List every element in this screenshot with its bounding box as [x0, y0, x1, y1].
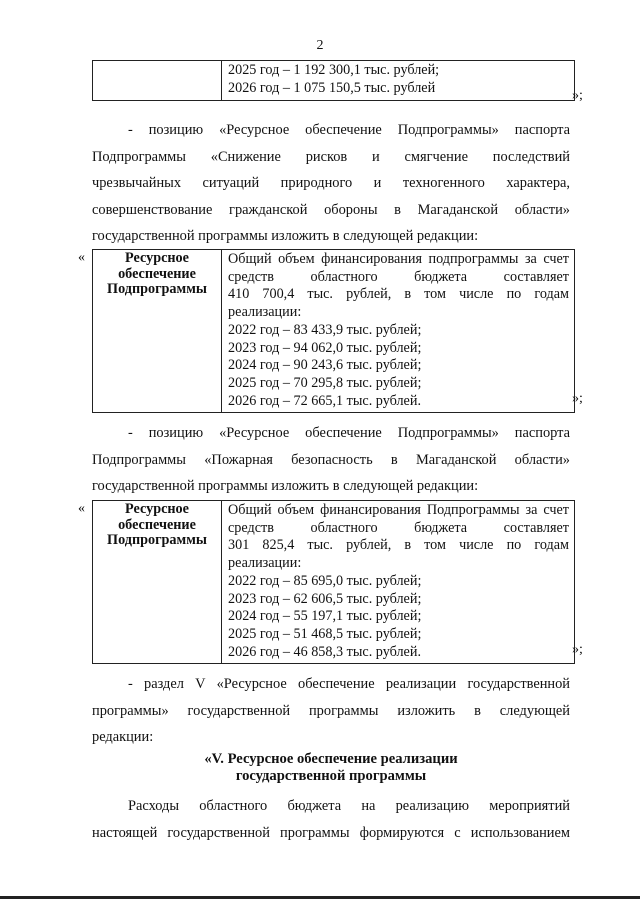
closing-quote: »; [572, 391, 583, 406]
year-line: 2024 год – 90 243,6 тыс. рублей; [228, 357, 422, 374]
paragraph-line: чрезвычайных ситуаций природного и техногенного характера, [92, 175, 570, 191]
year-line: 2024 год – 55 197,1 тыс. рублей; [228, 608, 422, 625]
paragraph-line: государственной программы изложить в следующей редакции: [92, 228, 479, 244]
year-line: 2026 год – 1 075 150,5 тыс. рублей [228, 79, 436, 96]
section-heading-line: государственной программы [235, 768, 427, 784]
year-line: 2023 год – 94 062,0 тыс. рублей; [228, 339, 422, 356]
paragraph-line: настоящей государственной программы формируются с использованием [92, 824, 570, 841]
year-line: 2022 год – 85 695,0 тыс. рублей; [228, 572, 422, 589]
year-line: 2025 год – 70 295,8 тыс. рублей; [228, 374, 422, 391]
paragraph-line: редакции: [92, 729, 154, 745]
paragraph-line: - раздел V «Ресурсное обеспечение реализации государственной [128, 676, 570, 692]
page-bottom-edge [0, 896, 640, 899]
budget-table-civil-defense [92, 249, 575, 413]
intro-line: Общий объем финансирования Подпрограммы за счет [228, 502, 569, 518]
paragraph-line: Подпрограммы «Пожарная безопасность в Магаданской области» [92, 451, 570, 468]
year-line: 2022 год – 83 433,9 тыс. рублей; [228, 321, 422, 338]
closing-quote: »; [572, 88, 583, 103]
paragraph-expenses [92, 793, 570, 846]
table-content-cell [222, 61, 575, 101]
paragraph-line: Расходы областного бюджета на реализацию мероприятий [128, 798, 570, 814]
paragraph-position-1 [92, 117, 570, 250]
budget-table-continued [92, 60, 575, 101]
intro-line: 410 700,4 тыс. рублей, в том числе по годам [228, 286, 569, 303]
budget-table-fire-safety [92, 500, 575, 664]
paragraph-line: программы» государственной программы изложить в следующей [92, 702, 570, 719]
table-content-cell [222, 501, 575, 664]
table-label-cell: Ресурсное обеспечение Подпрограммы [93, 250, 222, 413]
intro-line: реализации: [228, 555, 302, 572]
year-line: 2025 год – 1 192 300,1 тыс. рублей; [228, 62, 440, 78]
table-content-cell [222, 250, 575, 413]
page-number: 2 [316, 38, 324, 53]
intro-line: 301 825,4 тыс. рублей, в том числе по годам [228, 537, 569, 554]
opening-quote: « [78, 250, 85, 265]
paragraph-section-v [92, 671, 570, 751]
table-label-cell: Ресурсное обеспечение Подпрограммы [93, 501, 222, 664]
year-line: 2025 год – 51 468,5 тыс. рублей; [228, 625, 422, 642]
paragraph-line: - позицию «Ресурсное обеспечение Подпрограммы» паспорта [128, 122, 570, 138]
year-line: 2026 год – 72 665,1 тыс. рублей. [228, 392, 421, 409]
closing-quote: »; [572, 642, 583, 657]
paragraph-line: Подпрограммы «Снижение рисков и смягчение последствий [92, 148, 570, 165]
paragraph-line: совершенствование гражданской обороны в Магаданской области» [92, 201, 570, 218]
section-heading-line: «V. Ресурсное обеспечение реализации [204, 751, 458, 767]
year-line: 2026 год – 46 858,3 тыс. рублей. [228, 643, 421, 660]
opening-quote: « [78, 501, 85, 516]
paragraph-line: государственной программы изложить в следующей редакции: [92, 478, 479, 494]
paragraph-line: - позицию «Ресурсное обеспечение Подпрограммы» паспорта [128, 425, 570, 441]
intro-line: средств областного бюджета составляет [228, 268, 569, 285]
section-heading [92, 751, 570, 785]
table-label-cell [93, 61, 222, 101]
intro-line: реализации: [228, 304, 302, 321]
intro-line: Общий объем финансирования подпрограммы за счет [228, 251, 569, 267]
year-line: 2023 год – 62 606,5 тыс. рублей; [228, 590, 422, 607]
intro-line: средств областного бюджета составляет [228, 519, 569, 536]
paragraph-position-2 [92, 420, 570, 500]
